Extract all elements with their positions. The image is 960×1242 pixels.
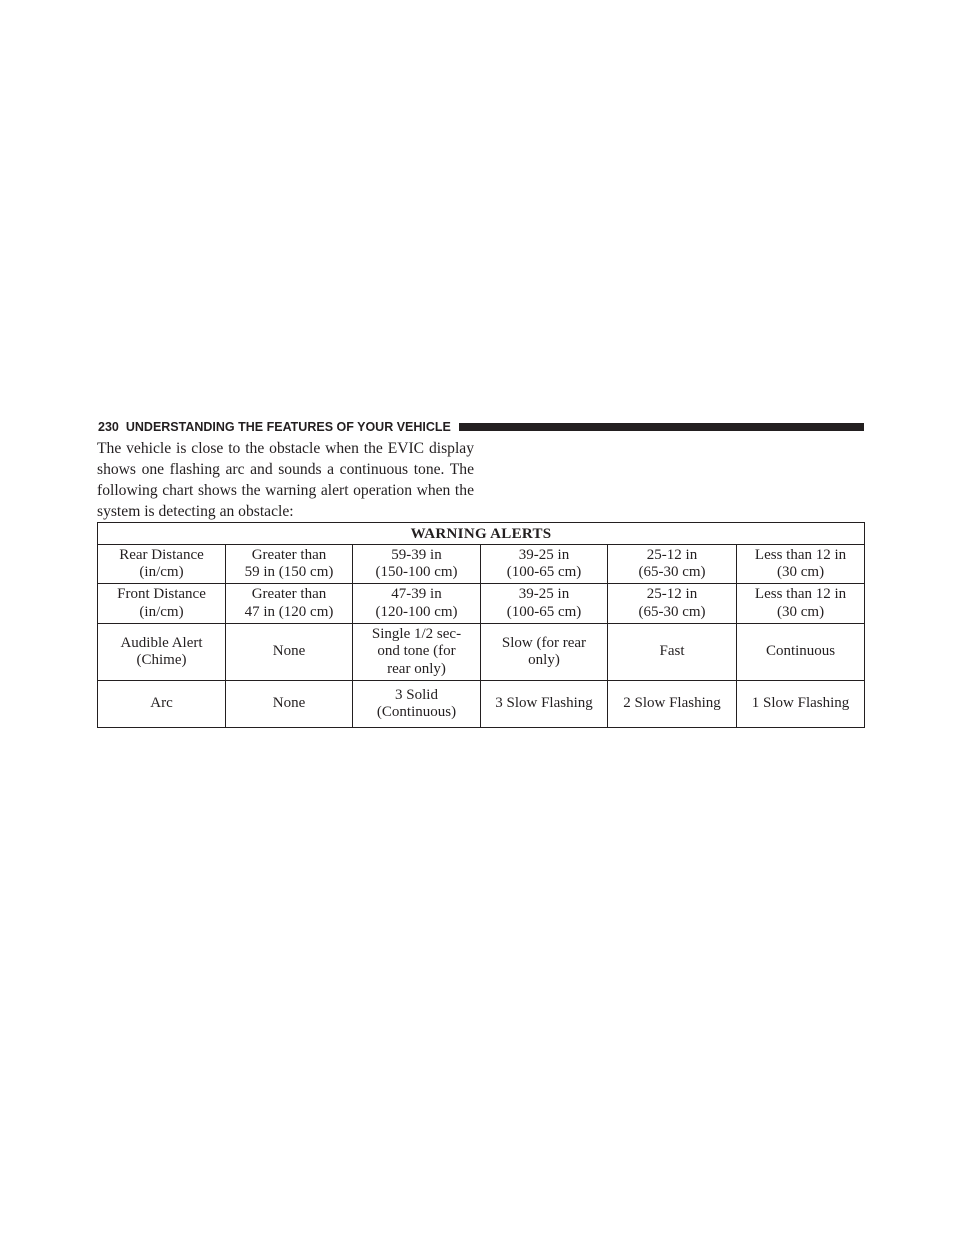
table-row-audible-alert	[98, 624, 865, 681]
cell-line: Slow (for rear	[501, 634, 587, 651]
table-cell	[737, 681, 865, 728]
table-cell	[481, 624, 608, 681]
intro-paragraph: The vehicle is close to the obstacle when the EVIC display shows one flashing arc and sounds a continuous tone. The following chart shows the warning alert operation when the system is detecting an obstacle:	[97, 440, 474, 520]
cell-line: Continuous	[765, 643, 836, 660]
table-cell	[226, 545, 353, 584]
table-cell	[353, 681, 481, 728]
cell-line: 59-39 in	[391, 546, 442, 563]
warning-alerts-table	[97, 522, 865, 728]
table-cell	[353, 545, 481, 584]
cell-line: (150-100 cm)	[375, 564, 458, 580]
table-cell	[737, 545, 865, 584]
table-cell	[226, 624, 353, 681]
cell-line: 47 in (120 cm)	[244, 603, 334, 620]
table-cell	[608, 584, 737, 624]
section-title: UNDERSTANDING THE FEATURES OF YOUR VEHICLE	[125, 420, 451, 434]
row-label-line: Front Distance	[117, 586, 206, 602]
table-title: WARNING ALERTS	[98, 523, 865, 545]
row-label-line: (Chime)	[136, 652, 187, 668]
row-label	[98, 624, 226, 681]
cell-line: Greater than	[251, 546, 327, 563]
table-cell	[226, 584, 353, 624]
row-label-line: Audible Alert	[120, 634, 203, 651]
cell-line: 47-39 in	[391, 586, 442, 602]
table-title-row	[98, 523, 865, 545]
page-header	[98, 418, 864, 436]
cell-line: only)	[528, 652, 560, 668]
table-row-rear-distance	[98, 545, 865, 584]
cell-line: (30 cm)	[777, 603, 825, 620]
cell-line: 2 Slow Flashing	[623, 695, 721, 712]
row-label	[98, 681, 226, 728]
table-cell	[481, 681, 608, 728]
cell-line: None	[272, 643, 306, 660]
cell-line: rear only)	[387, 660, 446, 677]
cell-line: ond tone (for	[377, 643, 456, 660]
page-number: 230	[98, 420, 119, 434]
table-cell	[608, 681, 737, 728]
table-cell	[608, 624, 737, 681]
cell-line: Greater than	[251, 586, 327, 602]
cell-line: 59 in (150 cm)	[244, 564, 334, 580]
cell-line: (30 cm)	[777, 564, 825, 580]
row-label-line: (in/cm)	[139, 603, 184, 620]
cell-line: 39-25 in	[518, 546, 570, 563]
table-row-front-distance	[98, 584, 865, 624]
cell-line: Less than 12 in	[754, 586, 847, 602]
cell-line: 25-12 in	[646, 546, 698, 563]
table-cell	[353, 624, 481, 681]
cell-line: (120-100 cm)	[375, 603, 458, 620]
cell-line: 39-25 in	[518, 586, 570, 602]
cell-line: 25-12 in	[646, 586, 698, 602]
cell-line: 3 Slow Flashing	[495, 695, 593, 712]
cell-line: Less than 12 in	[754, 546, 847, 563]
cell-line: (Continuous)	[376, 704, 457, 720]
table-cell	[353, 584, 481, 624]
row-label	[98, 584, 226, 624]
cell-line: (65-30 cm)	[638, 564, 706, 580]
row-label	[98, 545, 226, 584]
cell-line: 3 Solid	[395, 686, 438, 703]
table-cell	[608, 545, 737, 584]
cell-line: Fast	[659, 643, 685, 660]
header-rule	[459, 423, 864, 431]
row-label-line: (in/cm)	[139, 564, 184, 580]
cell-line: (65-30 cm)	[638, 603, 706, 620]
row-label-line: Arc	[150, 695, 173, 712]
table-cell	[226, 681, 353, 728]
cell-line: None	[272, 695, 306, 712]
cell-line: Single 1/2 sec-	[371, 625, 462, 642]
table-cell	[481, 545, 608, 584]
table-cell	[737, 624, 865, 681]
table-cell	[481, 584, 608, 624]
cell-line: (100-65 cm)	[506, 564, 582, 580]
table-cell	[737, 584, 865, 624]
table-row-arc	[98, 681, 865, 728]
cell-line: 1 Slow Flashing	[751, 695, 850, 712]
cell-line: (100-65 cm)	[506, 603, 582, 620]
row-label-line: Rear Distance	[119, 546, 204, 563]
